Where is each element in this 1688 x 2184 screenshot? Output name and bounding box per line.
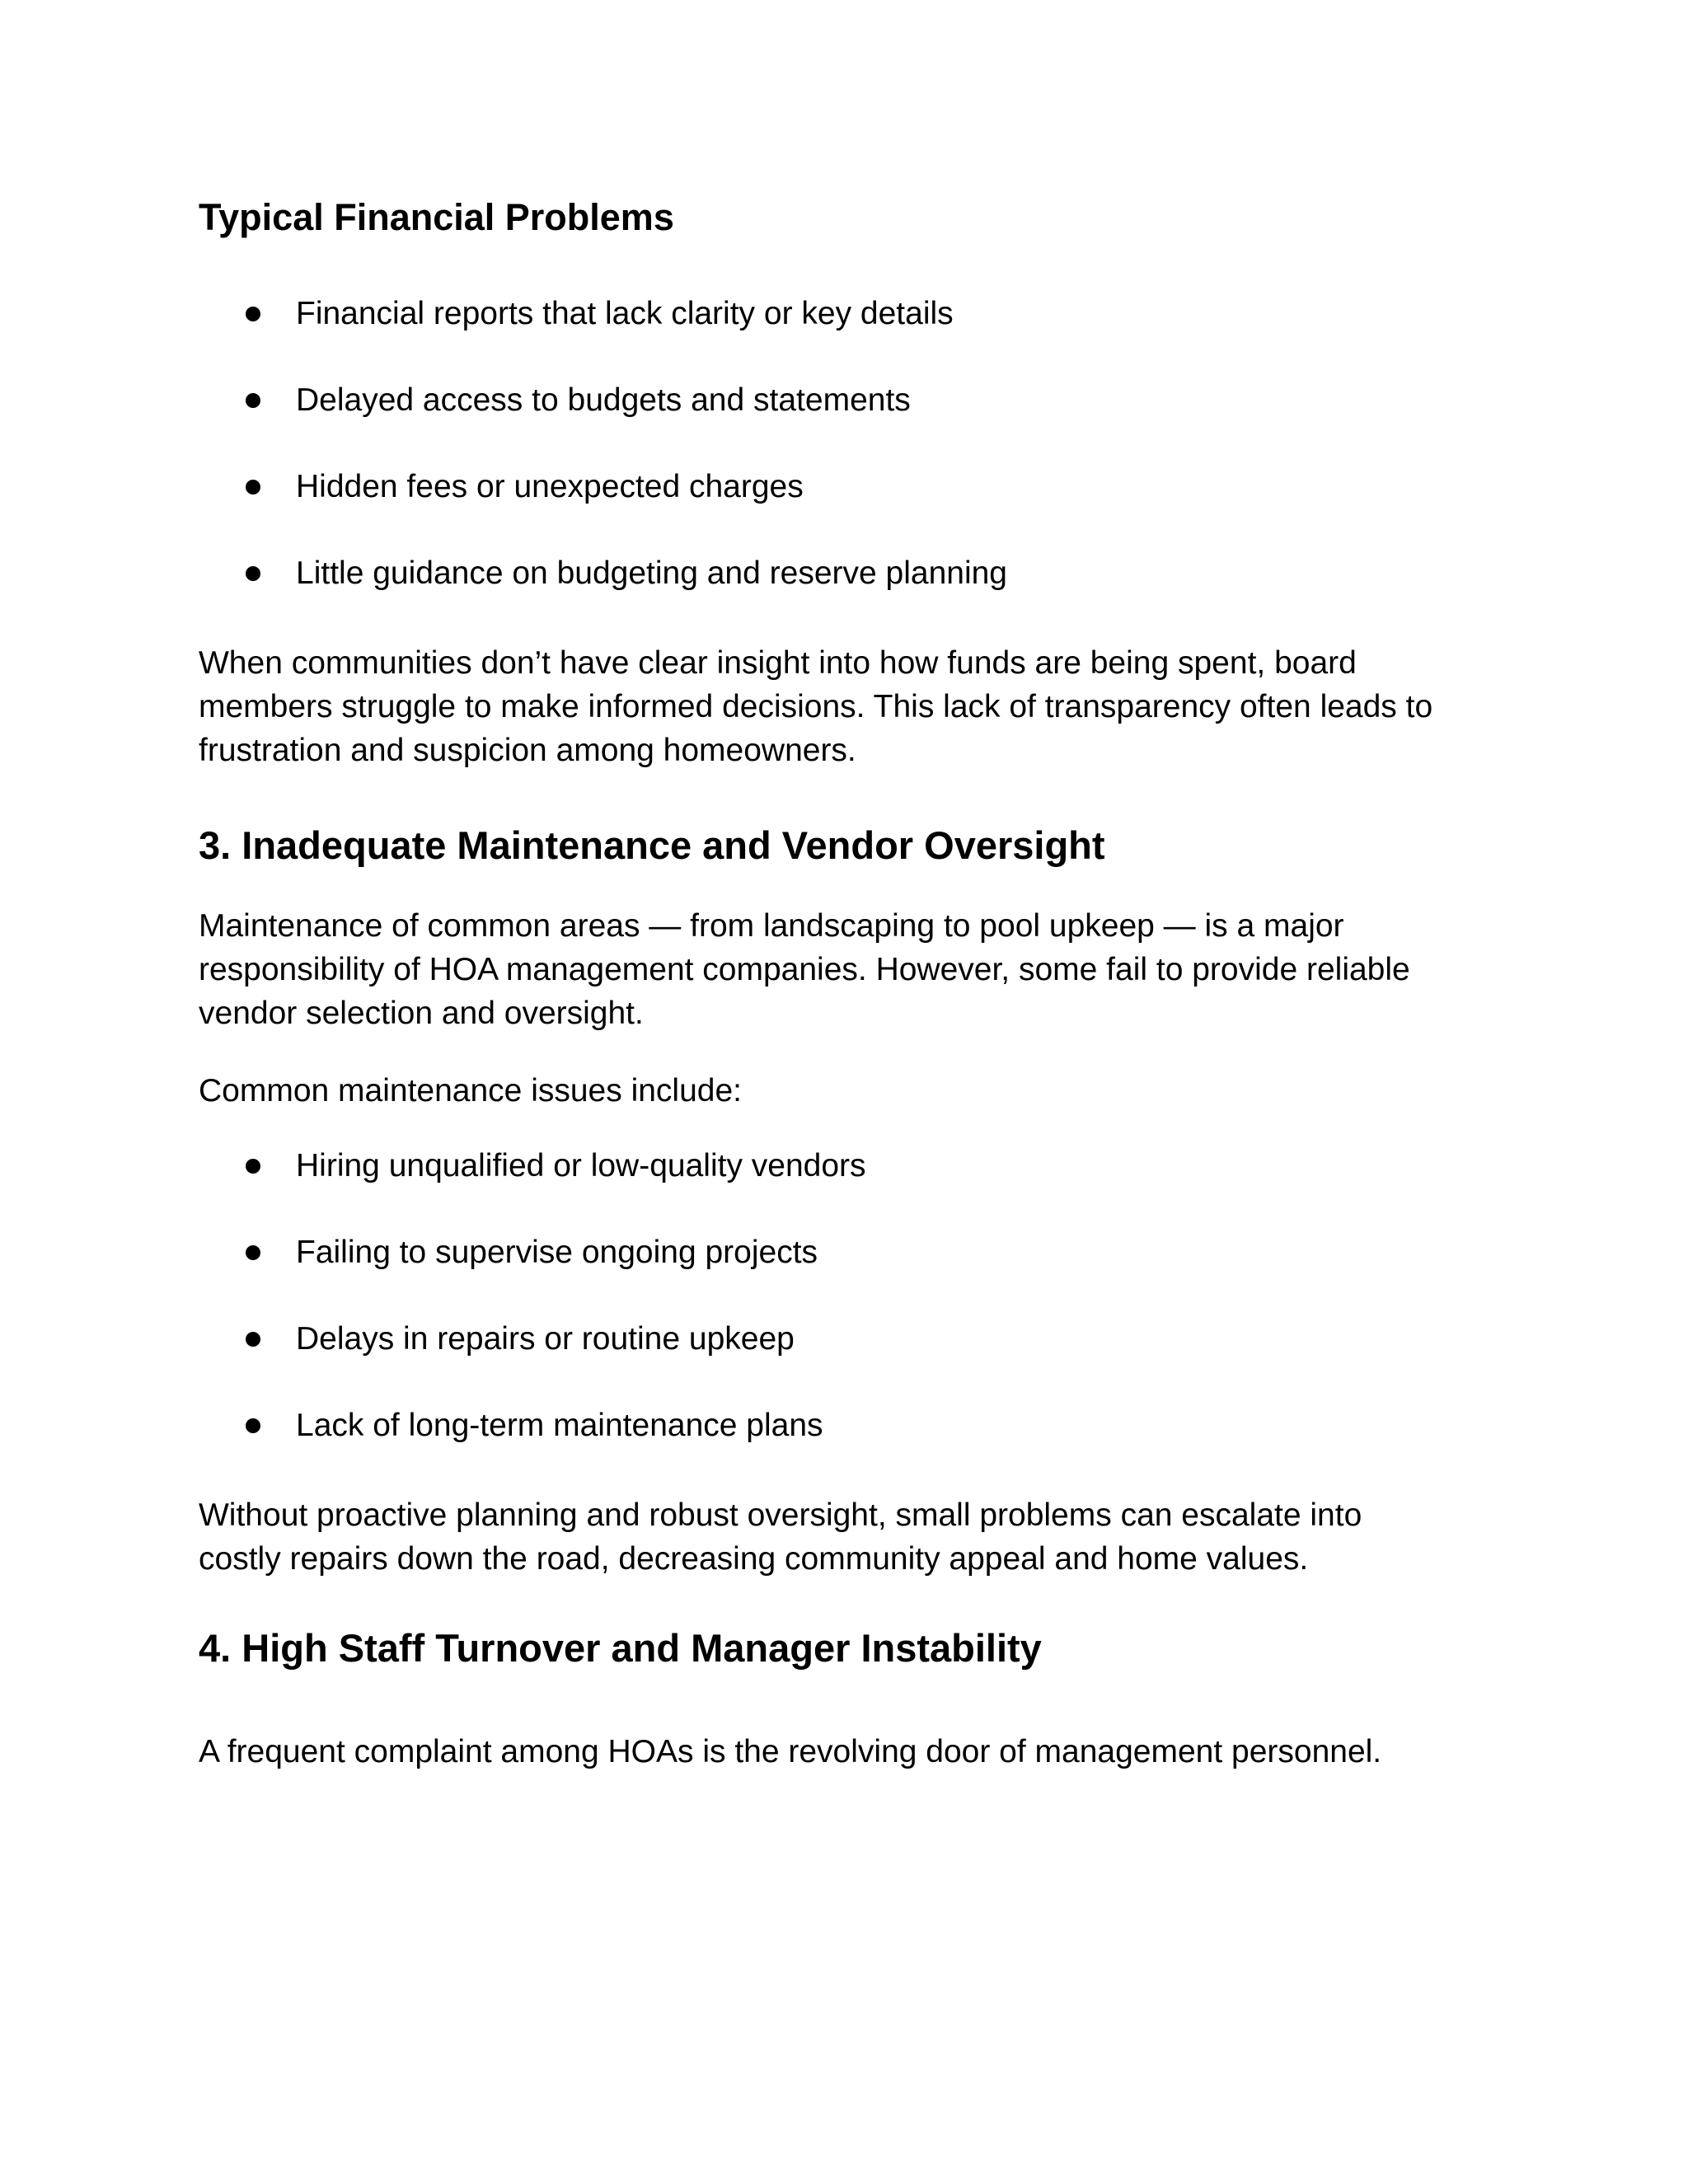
paragraph-list-intro: Common maintenance issues include:: [199, 1073, 743, 1108]
list-item: [246, 296, 954, 332]
bullet-icon: [246, 480, 260, 494]
bullet-icon: [246, 1332, 260, 1347]
paragraph-maintenance-intro: [199, 904, 1410, 1035]
paragraph-line: members struggle to make informed decisions. This lack of transparency often leads to: [199, 689, 1433, 724]
list-item: [246, 1148, 866, 1184]
list-item-text: Hidden fees or unexpected charges: [296, 469, 804, 504]
list-item-text: Financial reports that lack clarity or key details: [296, 296, 954, 331]
list-item-text: Failing to supervise ongoing projects: [296, 1235, 818, 1270]
paragraph-line: Maintenance of common areas — from landscaping to pool upkeep — is a major: [199, 908, 1344, 944]
list-item-text: Delayed access to budgets and statements: [296, 382, 911, 418]
paragraph-line: vendor selection and oversight.: [199, 996, 644, 1031]
paragraph-line: When communities don’t have clear insight into how funds are being spent, board: [199, 645, 1357, 681]
list-item: [246, 1408, 823, 1444]
paragraph-line: Without proactive planning and robust oversight, small problems can escalate into: [199, 1497, 1362, 1533]
bullet-icon: [246, 566, 260, 581]
list-item-text: Little guidance on budgeting and reserve planning: [296, 555, 1007, 591]
subheading-financial-problems: Typical Financial Problems: [199, 196, 674, 238]
list-item-text: Delays in repairs or routine upkeep: [296, 1321, 795, 1357]
list-item: [246, 1321, 795, 1357]
paragraph-line: responsibility of HOA management companies. However, some fail to provide reliable: [199, 952, 1410, 987]
list-item: [246, 469, 804, 505]
list-item-text: Hiring unqualified or low-quality vendors: [296, 1148, 866, 1183]
list-item: [246, 382, 911, 419]
list-item-text: Lack of long-term maintenance plans: [296, 1408, 823, 1443]
paragraph-line: costly repairs down the road, decreasing community appeal and home values.: [199, 1541, 1309, 1577]
heading-maintenance-oversight: 3. Inadequate Maintenance and Vendor Oversight: [199, 823, 1105, 867]
bullet-icon: [246, 1418, 260, 1433]
heading-staff-turnover: 4. High Staff Turnover and Manager Instability: [199, 1626, 1042, 1670]
bullet-icon: [246, 1245, 260, 1260]
list-item: [246, 555, 1007, 592]
paragraph-financial-transparency: [199, 641, 1432, 772]
list-item: [246, 1235, 818, 1271]
bullet-icon: [246, 393, 260, 408]
paragraph-line: frustration and suspicion among homeowners.: [199, 733, 856, 768]
paragraph-maintenance-closing: [199, 1493, 1362, 1581]
bullet-icon: [246, 307, 260, 321]
paragraph-staff-turnover: A frequent complaint among HOAs is the revolving door of management personnel.: [199, 1734, 1382, 1769]
bullet-icon: [246, 1159, 260, 1174]
